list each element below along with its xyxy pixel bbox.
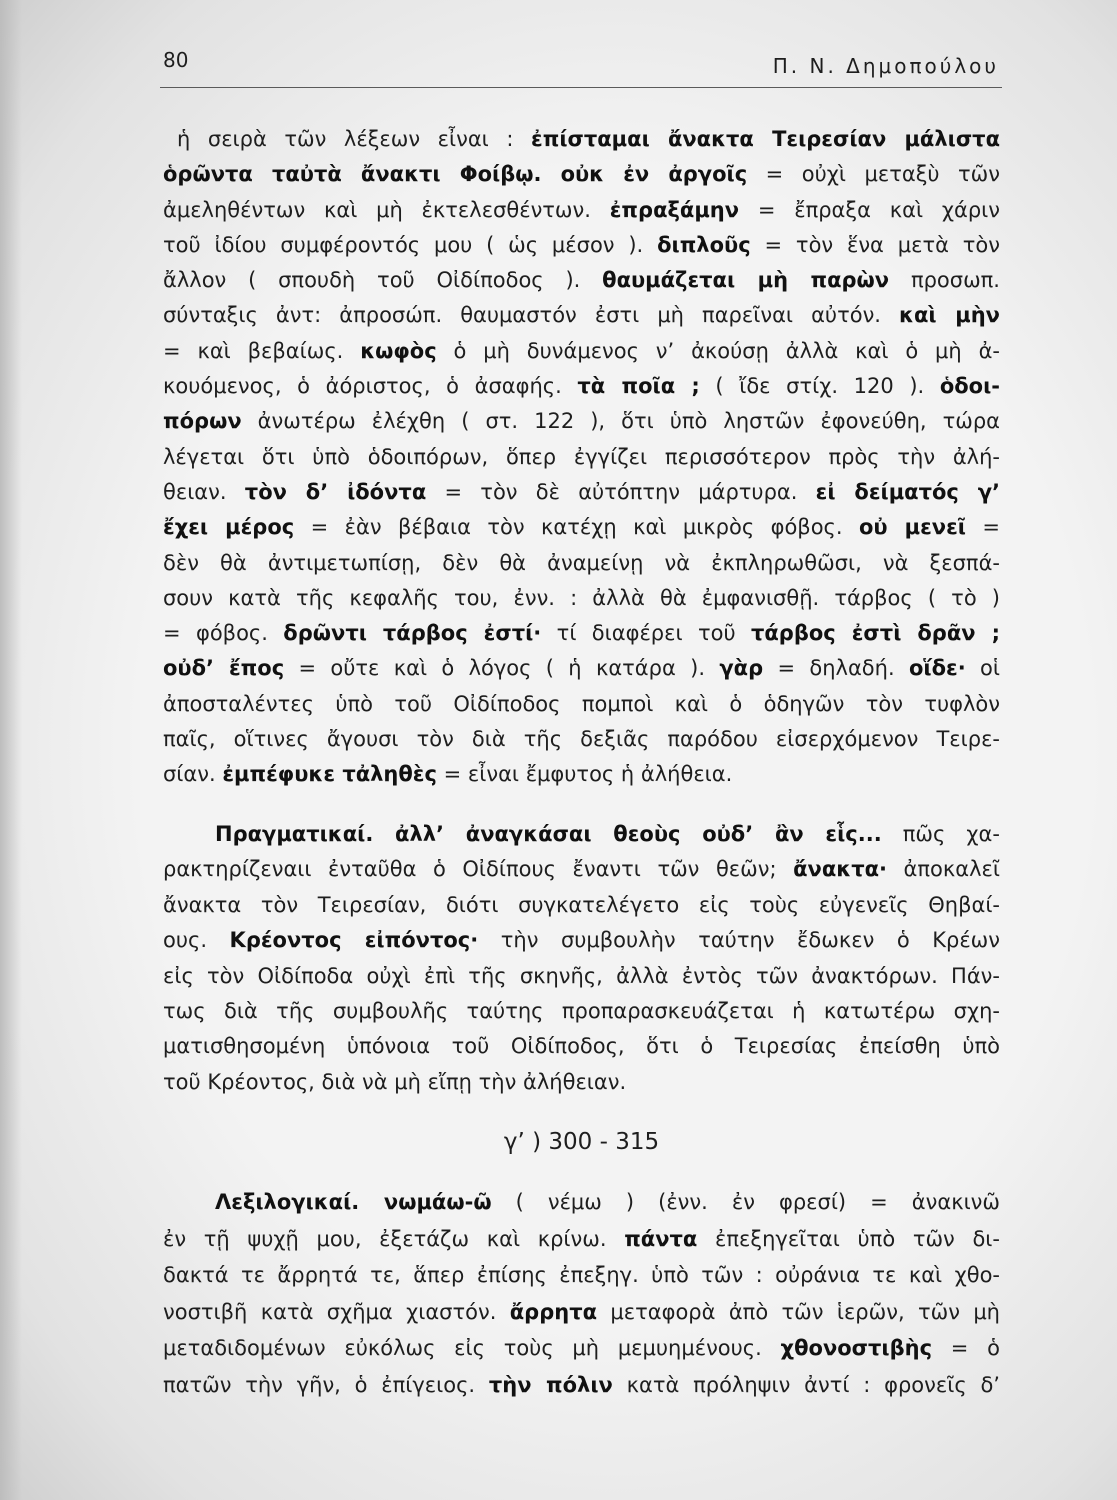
bold-term: εἰ δείματός γ’ [815,479,1001,504]
text-line [163,651,1000,686]
text-run: κατὰ πρόληψιν ἀντί : φρονεῖς δ’ [612,1372,1000,1397]
bold-term: τὰ ποῖα ; [577,374,700,399]
text-line [163,193,1000,228]
bold-term: οὐ μενεῖ [858,515,966,540]
bold-term: οὐδ’ ἔπος [163,656,285,681]
text-line [163,1029,1000,1064]
text-line [163,475,1000,510]
text-line [163,852,1000,887]
text-run: παῖς, οἵτινες ἄγουσι τὸν διὰ τῆς δεξιᾶς παρόδου εἰσερχόμενον Τειρε- [163,727,1000,752]
bold-term: γὰρ [719,656,764,681]
bold-term: ἐπίσταμαι ἄνακτα Τειρεσίαν μάλιστα [531,127,1000,151]
text-run: ἀποσταλέντες ὑπὸ τοῦ Οἰδίποδος πομποὶ καὶ ὁ ὁδηγῶν τὸν τυφλὸν [163,691,1000,716]
text-line [163,757,1000,792]
text-line [163,817,1000,852]
section-heading: γ’ ) 300 - 315 [503,1129,660,1155]
bold-term: ἄρρητα [509,1299,598,1324]
text-run: = ἐὰν βέβαια τὸν κατέχῃ καὶ μικρὸς φόβος. [294,515,859,540]
paragraph [163,1184,1000,1404]
text-run: ἐπεξηγεῖται ὑπὸ τῶν δι- [697,1226,1000,1251]
text-line [163,994,1000,1029]
text-line [163,616,1000,651]
text-run: ὁ μὴ δυνάμενος ν’ ἀκούσῃ ἀλλὰ καὶ ὁ μὴ ἀ- [436,338,1000,363]
text-line [163,1065,1000,1100]
text-line [163,157,1000,192]
text-line [163,1257,1000,1294]
text-run: τοῦ ἰδίου συμφέροντός μου ( ὡς μέσον ). [163,232,658,257]
text-run: ους. [163,928,230,953]
text-line [163,369,1000,404]
text-run: νοστιβῆ κατὰ σχῆμα χιαστόν. [163,1299,510,1324]
bold-term: δρῶντι τάρβος ἐστί· [283,621,542,646]
text-line [163,263,1000,298]
text-line [163,923,1000,958]
bold-term: τάρβος ἐστὶ δρᾶν ; [750,621,1000,646]
header-rule [160,87,1002,88]
text-line [163,1330,1000,1367]
text-run: = οὐχὶ μεταξὺ τῶν [747,162,1000,187]
bold-term: ἔχει μέρος [163,515,295,540]
text-run: θειαν. [163,479,245,504]
text-run: δὲν θὰ ἀντιμετωπίσῃ, δὲν θὰ ἀναμείνῃ νὰ ἐκπληρωθῶσι, νὰ ξεσπά- [163,550,1000,575]
text-run: = τὸν δὲ αὐτόπτην μάρτυρα. [426,479,816,504]
text-run: ἄλλον ( σπουδὴ τοῦ Οἰδίποδος ). [163,268,603,293]
text-run: πῶς χα- [881,822,1000,846]
bold-term: Κρέοντος εἰπόντος· [229,928,479,953]
text-line [163,1184,1000,1221]
text-run: = [965,515,1000,540]
text-run: σύνταξις ἀντ: ἀπροσώπ. θαυμαστόν ἐστι μὴ παρεῖναι αὐτόν. [163,303,900,328]
text-run: μεταδιδομένων εὐκόλως εἰς τοὺς μὴ μεμυημένους. [163,1336,781,1361]
text-line [163,1221,1000,1258]
text-run: δακτά τε ἄρρητά τε, ἅπερ ἐπίσης ἐπεξηγ. ὑπὸ τῶν : οὐράνια τε καὶ χθο- [163,1263,1000,1288]
bold-term: κωφὸς [360,338,437,363]
text-line [163,687,1000,722]
text-line [163,1367,1000,1404]
text-line [163,722,1000,757]
text-line [163,440,1000,475]
bold-term: ἐπραξάμην [609,197,740,222]
text-run: λέγεται ὅτι ὑπὸ ὁδοιπόρων, ὅπερ ἐγγίζει περισσότερον πρὸς τὴν ἀλή- [163,444,1000,469]
text-line [163,546,1000,581]
text-run: τοῦ Κρέοντος, διὰ νὰ μὴ εἴπῃ τὴν ἀλήθειαν. [163,1069,627,1094]
page-number: 80 [163,48,189,72]
text-line [163,510,1000,545]
bold-term: καὶ μὴν [899,303,1000,328]
text-run: = φόβος. [163,621,284,646]
bold-term: οἵδε· [908,656,966,681]
text-line [163,581,1000,616]
bold-term: Λεξιλογικαί. νωμάω-ῶ [215,1190,492,1214]
text-run: τὴν συμβουλὴν ταύτην ἔδωκεν ὁ Κρέων [478,928,1000,953]
bold-term: Πραγματικαί. ἀλλ’ ἀναγκάσαι θεοὺς οὐδ’ ἂν εἷς... [215,822,882,846]
text-run: = δηλαδή. [763,656,909,681]
text-run: ἀποκαλεῖ [887,857,1000,882]
text-run: ἡ σειρὰ τῶν λέξεων εἶναι : [177,127,532,151]
text-run: εἰς τὸν Οἰδίποδα οὐχὶ ἐπὶ τῆς σκηνῆς, ἀλλὰ ἐντὸς τῶν ἀνακτόρων. Πάν- [163,963,1000,988]
text-run: σίαν. [163,762,223,787]
text-run: ( νέμω ) (ἐνν. ἐν φρεσί) = ἀνακινῶ [491,1190,1000,1214]
text-run: = ὁ [932,1336,1000,1361]
bold-term: ὁδοι- [939,374,1000,399]
bold-term: ὁρῶντα ταὐτὰ ἄνακτι Φοίβῳ. οὐκ ἐν ἀργοῖς [163,162,748,187]
text-run: = εἶναι ἔμφυτος ἡ ἀλήθεια. [436,762,733,787]
text-run: ἀνωτέρω ἐλέχθη ( στ. 122 ), ὅτι ὑπὸ ληστῶν ἐφονεύθη, τώρα [241,409,1000,434]
text-run: ματισθησομένη ὑπόνοια τοῦ Οἰδίποδος, ὅτι ὁ Τειρεσίας ἐπείσθη ὑπὸ [163,1034,1000,1059]
text-run: τως διὰ τῆς συμβουλῆς ταύτης προπαρασκευάζεται ἡ κατωτέρω σχη- [163,999,1000,1024]
text-run: τί διαφέρει τοῦ [541,621,751,646]
text-run: πατῶν τὴν γῆν, ὁ ἐπίγειος. [163,1372,489,1397]
text-run: ἄνακτα τὸν Τειρεσίαν, διότι συγκατελέγετο εἰς τοὺς εὐγενεῖς Θηβαί- [163,892,1000,917]
text-line [163,122,1000,157]
bold-term: πόρων [163,409,242,434]
bold-term: τὸν δ’ ἰδόντα [244,479,427,504]
text-run: μεταφορὰ ἀπὸ τῶν ἱερῶν, τῶν μὴ [597,1299,1000,1324]
text-line [163,404,1000,439]
bold-term: διπλοῦς [657,232,751,257]
text-run: ἐν τῇ ψυχῇ μου, ἐξετάζω καὶ κρίνω. [163,1226,625,1251]
text-run: οἱ [965,656,1000,681]
bold-term: ἄνακτα· [793,857,887,882]
bold-term: ἐμπέφυκε τἀληθὲς [222,762,437,787]
text-run: ρακτηρίζεναιι ἐνταῦθα ὁ Οἰδίπους ἔναντι τῶν θεῶν; [163,857,794,882]
running-title: Π. Ν. Δημοπούλου [772,54,999,78]
text-run: = καὶ βεβαίως. [163,338,361,363]
text-line [163,298,1000,333]
text-run: ( ἴδε στίχ. 120 ). [699,374,940,399]
text-line [163,888,1000,923]
text-line [163,959,1000,994]
text-run: κουόμενος, ὁ ἀόριστος, ὁ ἀσαφής. [163,374,578,399]
text-run: = οὔτε καὶ ὁ λόγος ( ἡ κατάρα ). [284,656,720,681]
text-run: σουν κατὰ τῆς κεφαλῆς του, ἐνν. : ἀλλὰ θὰ ἐμφανισθῇ. τάρβος ( τὸ ) [163,585,1000,610]
bold-term: χθονοστιβὴς [780,1336,933,1361]
text-line [163,334,1000,369]
text-run: = τὸν ἕνα μετὰ τὸν [750,232,1000,257]
bold-term: θαυμάζεται μὴ παρὼν [602,268,890,293]
text-run: προσωπ. [889,268,1000,293]
text-line [163,1294,1000,1331]
paragraph [163,817,1000,1100]
bold-term: πάντα [624,1226,698,1251]
paragraph [163,122,1000,793]
text-run: = ἔπραξα καὶ χάριν [739,197,1000,222]
text-line [163,228,1000,263]
bold-term: τὴν πόλιν [488,1372,613,1397]
text-run: ἀμεληθέντων καὶ μὴ ἐκτελεσθέντων. [163,197,610,222]
